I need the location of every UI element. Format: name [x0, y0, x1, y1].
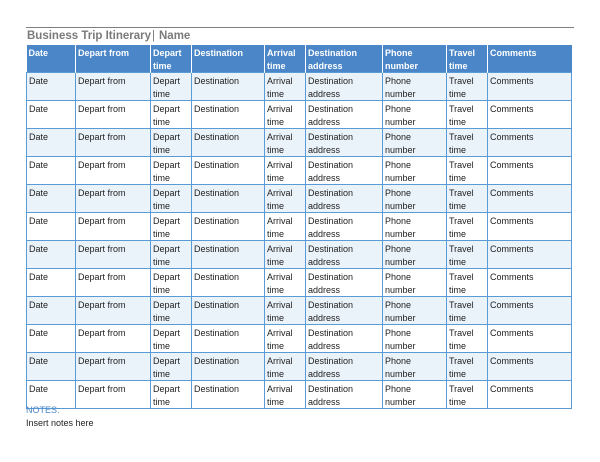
table-cell[interactable]: Destination address [306, 381, 383, 409]
notes-text[interactable]: Insert notes here [26, 418, 94, 428]
column-header: Depart from [76, 45, 151, 73]
table-cell[interactable]: Destination address [306, 185, 383, 213]
table-cell[interactable]: Depart time [151, 381, 192, 409]
table-cell[interactable]: Travel time [447, 241, 488, 269]
table-cell[interactable]: Comments [488, 241, 572, 269]
column-header: Arrival time [265, 45, 306, 73]
table-cell[interactable]: Phone number [383, 325, 447, 353]
table-cell[interactable]: Date [27, 241, 76, 269]
table-cell[interactable]: Depart time [151, 269, 192, 297]
table-cell[interactable]: Date [27, 185, 76, 213]
table-cell[interactable]: Comments [488, 325, 572, 353]
table-row [27, 325, 572, 353]
table-row [27, 129, 572, 157]
table-row [27, 297, 572, 325]
table-cell[interactable]: Destination [192, 381, 265, 409]
table-cell[interactable]: Phone number [383, 157, 447, 185]
table-cell[interactable]: Depart from [76, 325, 151, 353]
table-cell[interactable]: Travel time [447, 213, 488, 241]
table-cell[interactable]: Comments [488, 101, 572, 129]
table-cell[interactable]: Destination address [306, 101, 383, 129]
table-cell[interactable]: Date [27, 353, 76, 381]
table-cell[interactable]: Destination [192, 73, 265, 101]
document-title [27, 30, 190, 42]
table-cell[interactable]: Depart from [76, 129, 151, 157]
table-cell[interactable]: Date [27, 325, 76, 353]
table-cell[interactable]: Destination address [306, 353, 383, 381]
table-cell[interactable]: Date [27, 297, 76, 325]
table-cell[interactable]: Destination address [306, 297, 383, 325]
table-cell[interactable]: Depart from [76, 353, 151, 381]
table-cell[interactable]: Comments [488, 73, 572, 101]
table-cell[interactable]: Travel time [447, 325, 488, 353]
table-cell[interactable]: Depart time [151, 297, 192, 325]
table-cell[interactable]: Arrival time [265, 129, 306, 157]
table-cell[interactable]: Arrival time [265, 297, 306, 325]
table-cell[interactable]: Depart time [151, 157, 192, 185]
table-cell[interactable]: Destination [192, 353, 265, 381]
table-cell[interactable]: Destination address [306, 269, 383, 297]
title-separator: | [152, 30, 155, 42]
table-cell[interactable]: Depart time [151, 325, 192, 353]
table-cell[interactable]: Depart time [151, 129, 192, 157]
table-cell[interactable]: Travel time [447, 73, 488, 101]
table-cell[interactable]: Comments [488, 353, 572, 381]
table-cell[interactable]: Travel time [447, 353, 488, 381]
table-body [27, 73, 572, 409]
table-cell[interactable]: Destination [192, 129, 265, 157]
table-cell[interactable]: Depart from [76, 73, 151, 101]
table-cell[interactable]: Destination address [306, 213, 383, 241]
table-cell[interactable]: Comments [488, 381, 572, 409]
itinerary-table [26, 45, 572, 409]
table-row [27, 157, 572, 185]
table-cell[interactable]: Travel time [447, 101, 488, 129]
table-cell[interactable]: Destination [192, 157, 265, 185]
table-cell[interactable]: Destination address [306, 241, 383, 269]
table-cell[interactable]: Phone number [383, 297, 447, 325]
table-cell[interactable]: Date [27, 213, 76, 241]
table-cell[interactable]: Date [27, 73, 76, 101]
table-row [27, 73, 572, 101]
column-header: Date [27, 45, 76, 73]
title-text[interactable]: Business Trip Itinerary [27, 30, 151, 42]
table-cell[interactable]: Depart time [151, 241, 192, 269]
table-cell[interactable]: Phone number [383, 241, 447, 269]
column-header: Comments [488, 45, 572, 73]
table-cell[interactable]: Arrival time [265, 73, 306, 101]
table-row [27, 353, 572, 381]
table-cell[interactable]: Arrival time [265, 269, 306, 297]
table-cell[interactable]: Comments [488, 213, 572, 241]
table-header-row [27, 45, 572, 73]
table-row [27, 213, 572, 241]
table-cell[interactable]: Travel time [447, 157, 488, 185]
name-field[interactable]: Name [159, 30, 191, 42]
table-cell[interactable]: Depart time [151, 185, 192, 213]
table-cell[interactable]: Depart from [76, 241, 151, 269]
table-cell[interactable]: Destination address [306, 129, 383, 157]
table-cell[interactable]: Depart from [76, 185, 151, 213]
table-cell[interactable]: Depart time [151, 101, 192, 129]
table-cell[interactable]: Arrival time [265, 101, 306, 129]
table-cell[interactable]: Arrival time [265, 213, 306, 241]
table-cell[interactable]: Date [27, 129, 76, 157]
table-cell[interactable]: Destination [192, 185, 265, 213]
table-cell[interactable]: Comments [488, 157, 572, 185]
table-cell[interactable]: Travel time [447, 185, 488, 213]
table-cell[interactable]: Comments [488, 269, 572, 297]
notes-label: NOTES: [26, 405, 60, 415]
table-cell[interactable]: Date [27, 101, 76, 129]
table-cell[interactable]: Destination address [306, 73, 383, 101]
table-cell[interactable]: Comments [488, 129, 572, 157]
column-header: Depart time [151, 45, 192, 73]
table-cell[interactable]: Phone number [383, 129, 447, 157]
table-cell[interactable]: Arrival time [265, 185, 306, 213]
table-cell[interactable]: Depart time [151, 213, 192, 241]
table-cell[interactable]: Arrival time [265, 381, 306, 409]
table-cell[interactable]: Depart from [76, 269, 151, 297]
table-cell[interactable]: Travel time [447, 381, 488, 409]
table-row [27, 241, 572, 269]
table-cell[interactable]: Destination [192, 213, 265, 241]
table-cell[interactable]: Arrival time [265, 241, 306, 269]
table-cell[interactable]: Travel time [447, 297, 488, 325]
table-cell[interactable]: Phone number [383, 213, 447, 241]
table-cell[interactable]: Arrival time [265, 353, 306, 381]
column-header: Destination [192, 45, 265, 73]
table-cell[interactable]: Date [27, 381, 76, 409]
table-row [27, 101, 572, 129]
table-cell[interactable]: Comments [488, 297, 572, 325]
table-cell[interactable]: Phone number [383, 381, 447, 409]
table-cell[interactable]: Travel time [447, 129, 488, 157]
table-row [27, 381, 572, 409]
table-cell[interactable]: Arrival time [265, 157, 306, 185]
table-cell[interactable]: Phone number [383, 353, 447, 381]
table-cell[interactable]: Phone number [383, 73, 447, 101]
table-cell[interactable]: Phone number [383, 101, 447, 129]
table-cell[interactable]: Phone number [383, 269, 447, 297]
table-cell[interactable]: Depart from [76, 381, 151, 409]
table-cell[interactable]: Depart from [76, 101, 151, 129]
table-cell[interactable]: Destination [192, 269, 265, 297]
column-header: Travel time [447, 45, 488, 73]
table-cell[interactable]: Date [27, 157, 76, 185]
table-cell[interactable]: Destination address [306, 157, 383, 185]
table-cell[interactable]: Arrival time [265, 325, 306, 353]
title-row [26, 27, 574, 45]
column-header: Phone number [383, 45, 447, 73]
table-row [27, 185, 572, 213]
table-cell[interactable]: Depart from [76, 297, 151, 325]
table-cell[interactable]: Depart time [151, 353, 192, 381]
table-cell[interactable]: Comments [488, 185, 572, 213]
table-cell[interactable]: Destination [192, 297, 265, 325]
table-cell[interactable]: Phone number [383, 185, 447, 213]
table-cell[interactable]: Destination [192, 101, 265, 129]
table-cell[interactable]: Depart from [76, 157, 151, 185]
table-cell[interactable]: Depart time [151, 73, 192, 101]
table-cell[interactable]: Travel time [447, 269, 488, 297]
column-header: Destination address [306, 45, 383, 73]
table-cell[interactable]: Destination address [306, 325, 383, 353]
table-cell[interactable]: Destination [192, 241, 265, 269]
table-row [27, 269, 572, 297]
table-cell[interactable]: Depart from [76, 213, 151, 241]
table-cell[interactable]: Date [27, 269, 76, 297]
table-cell[interactable]: Destination [192, 325, 265, 353]
